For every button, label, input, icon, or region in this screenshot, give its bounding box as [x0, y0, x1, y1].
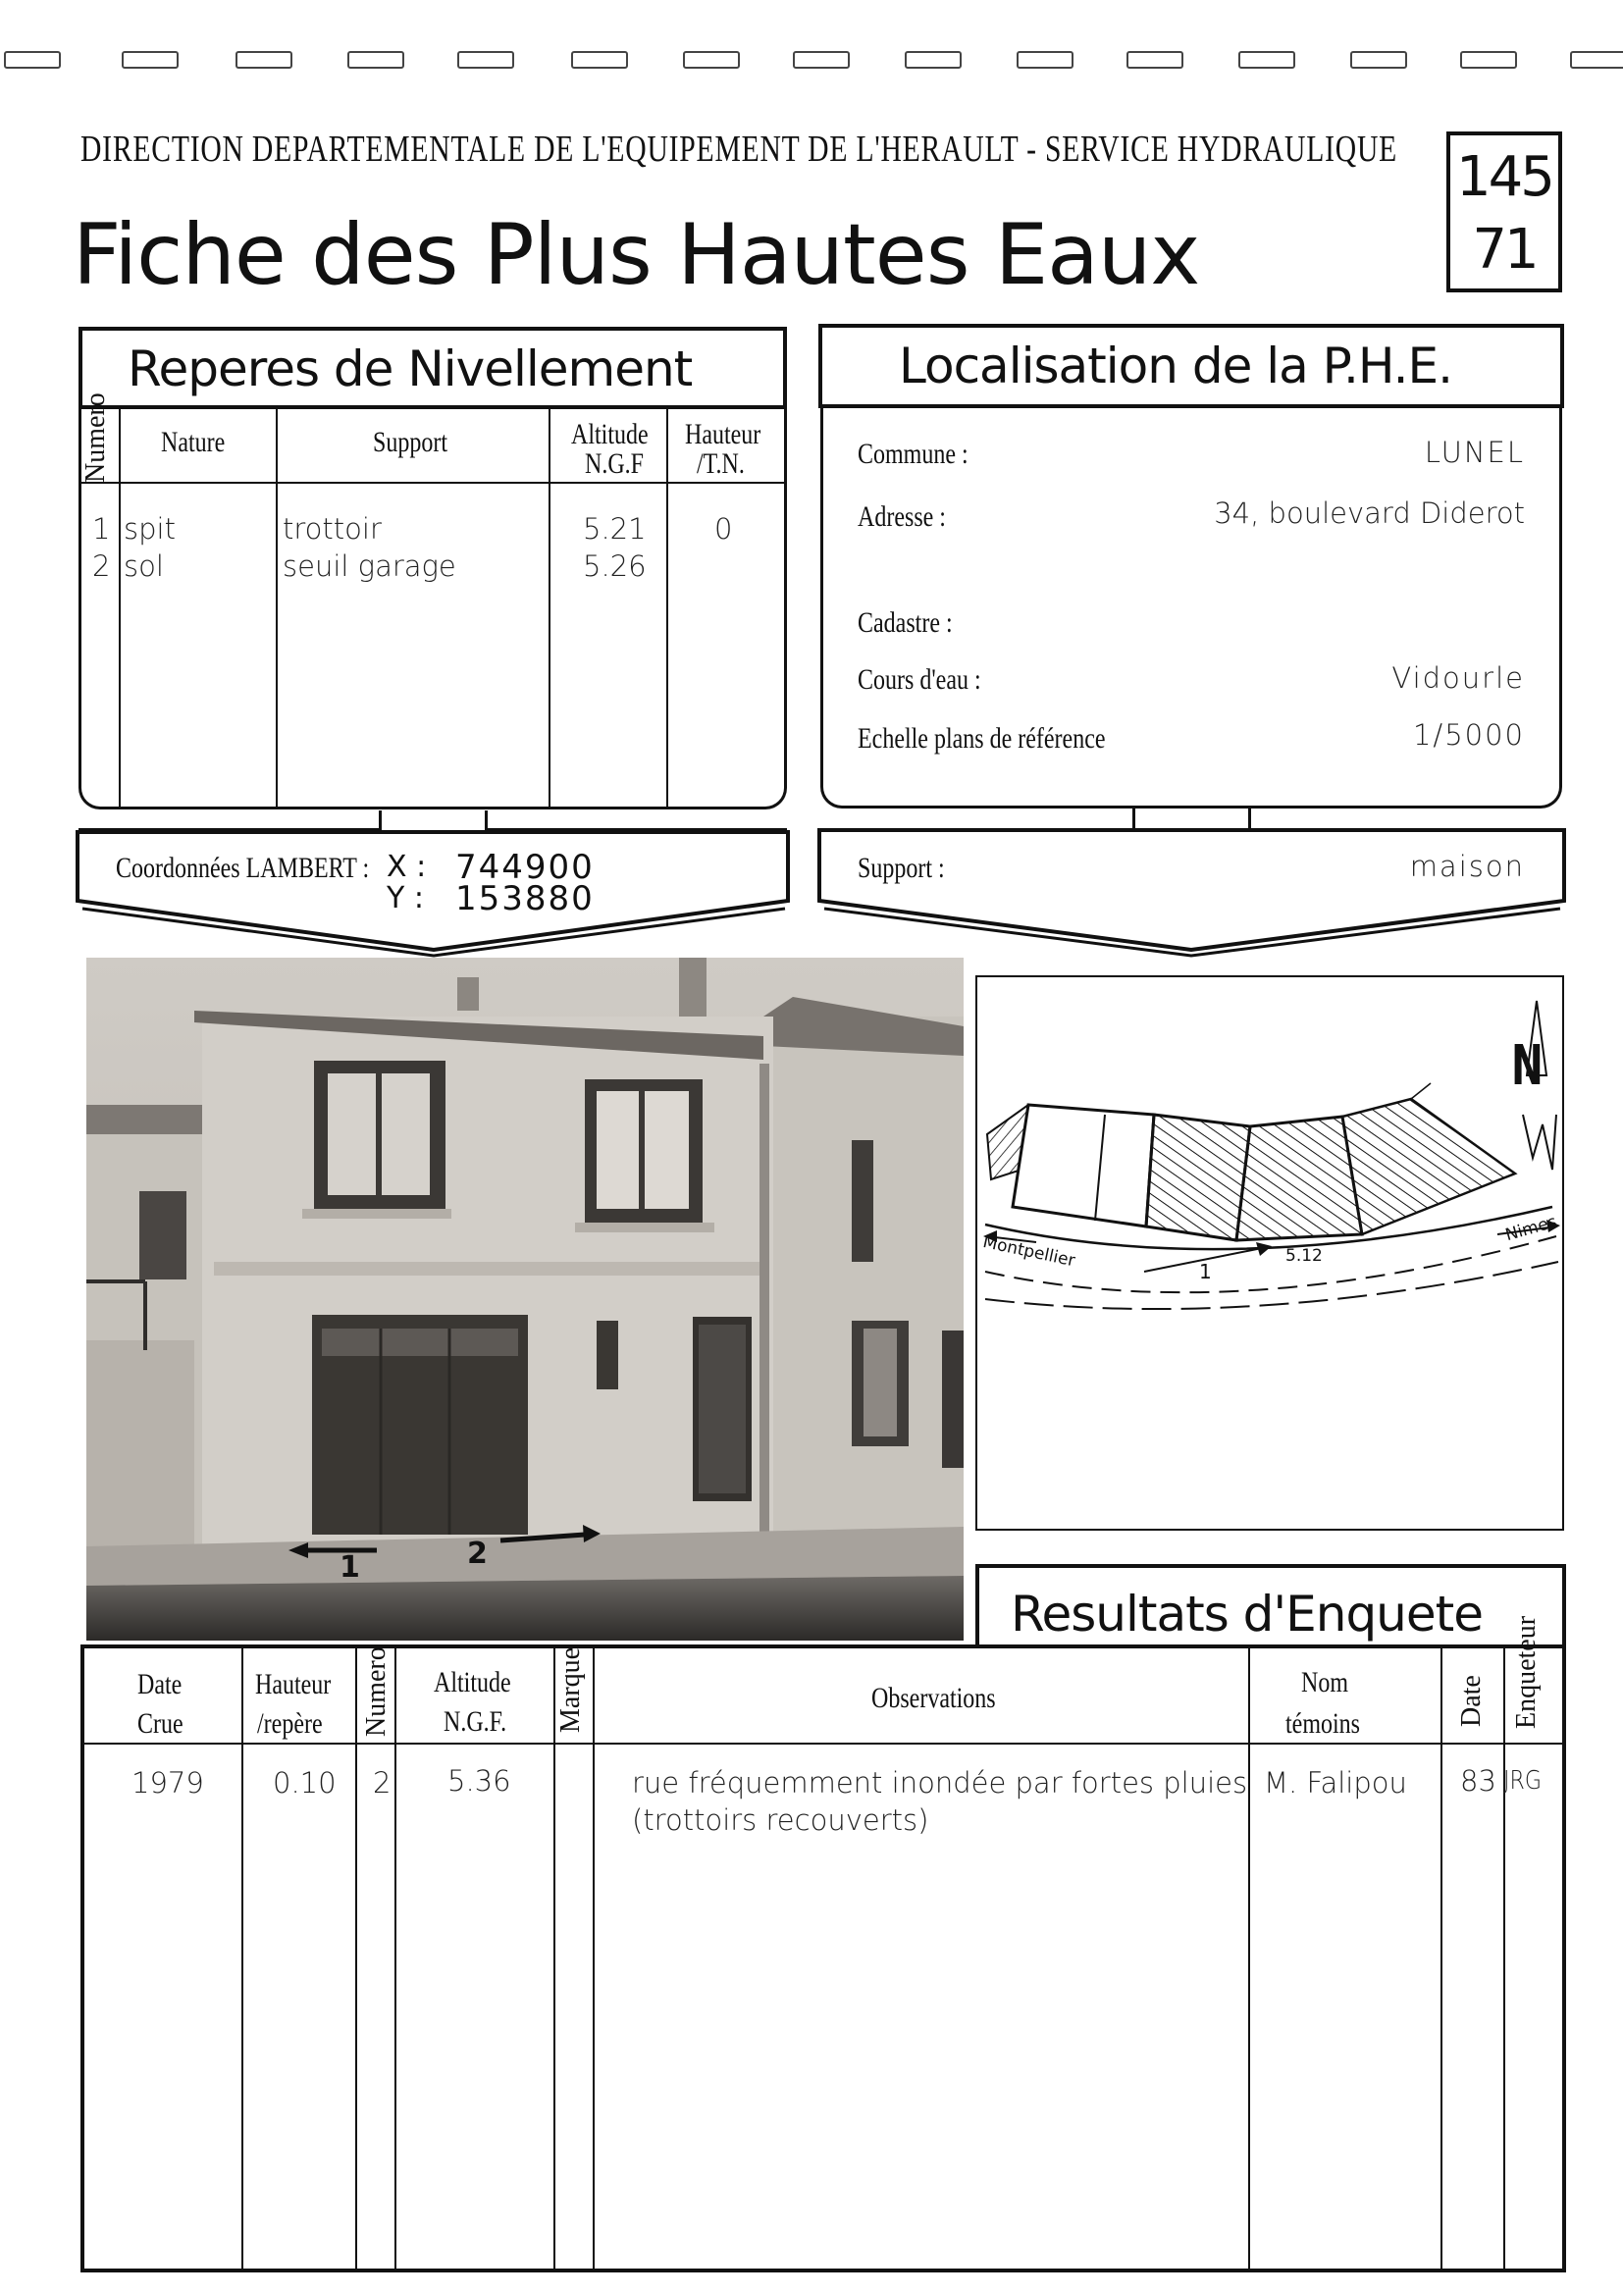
binder-hole [1238, 51, 1295, 69]
binder-hole [4, 51, 61, 69]
col-nom-temoins: Nom [1301, 1666, 1348, 1698]
repere-nature: sol [124, 549, 164, 583]
col-enqueteur: Enqueteur [1511, 1615, 1542, 1729]
col-numero-resultats: Numero [361, 1646, 392, 1737]
binder-hole [1350, 51, 1407, 69]
location-plan [975, 975, 1564, 1531]
adresse-label: Adresse : [858, 500, 946, 533]
resultats-title-box [975, 1564, 1566, 1644]
support-value: maison [1409, 850, 1525, 883]
col-nature: Nature [161, 426, 226, 458]
page-title: Fiche des Plus Hautes Eaux [73, 206, 1200, 304]
organisation-header: DIRECTION DEPARTEMENTALE DE L'EQUIPEMENT DE L'HERAULT - SERVICE HYDRAULIQUE [80, 129, 1398, 170]
result-observation-line2: (trottoirs recouverts) [632, 1803, 929, 1837]
col-altitude-ngf: Altitude [434, 1666, 511, 1698]
binder-hole [236, 51, 292, 69]
col-altitude-unit: N.G.F [585, 447, 645, 480]
binder-hole [905, 51, 962, 69]
repere-numero: 1 [92, 512, 111, 546]
binder-hole [683, 51, 740, 69]
col-observations: Observations [871, 1682, 996, 1714]
echelle-value: 1/5000 [1412, 718, 1525, 752]
localisation-title-box [818, 324, 1564, 408]
result-enqueteur: JRG [1503, 1766, 1543, 1796]
col-support: Support [373, 426, 448, 458]
col-hauteur-repere: Hauteur [255, 1668, 332, 1700]
col-date-crue: Date [137, 1668, 183, 1700]
localisation-title: Localisation de la P.H.E. [899, 338, 1453, 394]
photo-marker-1: 1 [340, 1550, 360, 1585]
col-marque: Marque [555, 1646, 586, 1733]
repere-hauteur: 0 [714, 512, 733, 546]
resultats-title: Resultats d'Enquete [1011, 1586, 1483, 1643]
echelle-label: Echelle plans de référence [858, 722, 1106, 755]
binder-hole [457, 51, 514, 69]
reference-bottom: 71 [1472, 218, 1537, 282]
binder-hole [793, 51, 850, 69]
photo-marker-2: 2 [467, 1537, 488, 1571]
repere-nature: spit [124, 512, 176, 546]
binder-hole [1017, 51, 1073, 69]
house-photo [86, 958, 964, 1641]
cadastre-label: Cadastre : [858, 606, 953, 639]
commune-value: LUNEL [1424, 436, 1525, 469]
y-value: 153880 [455, 879, 595, 918]
result-date-crue: 1979 [131, 1766, 204, 1800]
y-label: Y : [387, 881, 424, 915]
col-hauteur-repere-2: /repère [257, 1707, 323, 1740]
binder-holes [0, 51, 1623, 71]
plan-altitude-label: 5.12 [1285, 1246, 1323, 1266]
col-altitude-ngf-2: N.G.F. [444, 1705, 507, 1738]
x-label: X : [387, 850, 427, 884]
col-nom-temoins-2: témoins [1285, 1707, 1360, 1740]
binder-hole [1460, 51, 1517, 69]
reference-box [1446, 131, 1562, 292]
house-photo-drawing [86, 958, 964, 1641]
repere-support: trottoir [283, 512, 382, 546]
commune-label: Commune : [858, 438, 969, 470]
col-hauteur: Hauteur [685, 418, 761, 450]
binder-hole [122, 51, 179, 69]
result-hauteur: 0.10 [273, 1766, 337, 1800]
result-altitude: 5.36 [447, 1764, 511, 1798]
plan-montpellier-label: Montpellier [980, 1232, 1077, 1272]
result-date-enquete: 83 [1460, 1764, 1496, 1798]
repere-numero: 2 [92, 549, 111, 583]
coordinates-label: Coordonnées LAMBERT : [116, 852, 370, 884]
reperes-table [79, 409, 787, 809]
col-numero: Numero [80, 392, 111, 483]
repere-altitude: 5.21 [583, 512, 647, 546]
repere-altitude: 5.26 [583, 549, 647, 583]
support-label: Support : [858, 852, 945, 884]
plan-repere-label: 1 [1199, 1260, 1212, 1283]
result-observation-line1: rue fréquemment inondée par fortes pluies [632, 1766, 1248, 1800]
plan-nimes-label: Nimes [1503, 1212, 1559, 1246]
reference-top: 145 [1456, 145, 1552, 209]
adresse-value: 34, boulevard Diderot [1214, 496, 1525, 530]
result-numero: 2 [373, 1766, 392, 1800]
reperes-title: Reperes de Nivellement [128, 340, 693, 397]
cours-eau-label: Cours d'eau : [858, 663, 981, 696]
binder-hole [1570, 51, 1623, 69]
col-altitude: Altitude [571, 418, 649, 450]
binder-hole [1126, 51, 1183, 69]
x-value: 744900 [455, 848, 595, 887]
binder-hole [347, 51, 404, 69]
north-icon: N [1511, 1034, 1544, 1098]
cours-eau-value: Vidourle [1391, 661, 1525, 695]
col-date-enquete: Date [1456, 1675, 1487, 1727]
reperes-title-box [79, 327, 787, 409]
support-arrow-box [816, 824, 1568, 958]
result-nom-temoin: M. Falipou [1264, 1766, 1407, 1800]
binder-hole [571, 51, 628, 69]
col-hauteur-unit: /T.N. [697, 447, 745, 480]
coordinates-arrow-box [75, 824, 793, 958]
repere-support: seuil garage [283, 549, 456, 583]
col-date-crue-2: Crue [137, 1707, 183, 1740]
